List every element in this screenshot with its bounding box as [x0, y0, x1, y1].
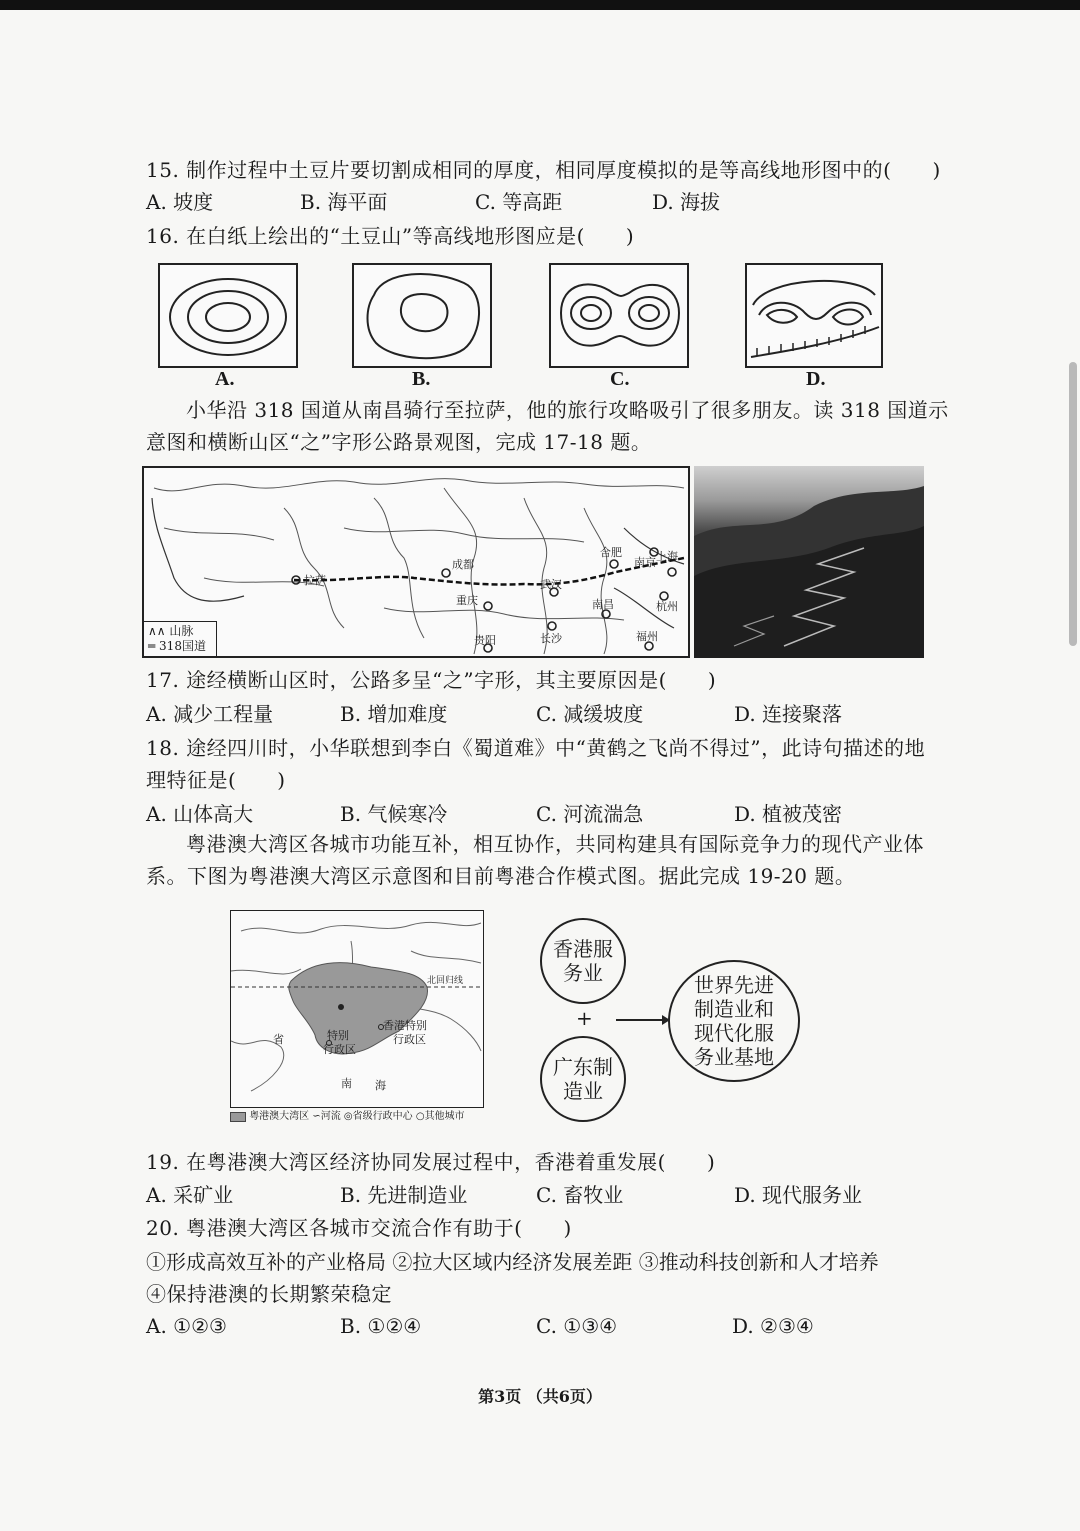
legend-capital: 省级行政中心 — [352, 1111, 413, 1122]
q18-option-a: A. 山体高大 — [146, 802, 254, 826]
q17-option-c: C. 减缓坡度 — [536, 702, 644, 726]
q18-option-d: D. 植被茂密 — [734, 802, 843, 826]
q20-option-c: C. ①③④ — [536, 1314, 618, 1338]
sea-label-2: 海 — [375, 1079, 386, 1092]
legend-gba-swatch — [230, 1112, 246, 1122]
q20-stem: 20. 粤港澳大湾区各城市交流合作有助于( ) — [146, 1216, 572, 1240]
route-318-map — [142, 466, 690, 658]
q17-stem: 17. 途经横断山区时，公路多呈“之”字形，其主要原因是( ) — [146, 668, 717, 692]
route-318-map-svg — [144, 468, 688, 656]
contour-c-svg — [551, 265, 687, 366]
q20-option-b: B. ①②④ — [340, 1314, 422, 1338]
plus-sign: + — [576, 1006, 593, 1030]
map318-legend — [144, 621, 217, 656]
gd-manufacturing-circle — [540, 1036, 626, 1122]
contour-map-d — [745, 263, 883, 368]
zigzag-road-photo — [694, 466, 924, 658]
city-lhasa: 拉萨 — [304, 574, 326, 587]
intro-17-18-line2: 意图和横断山区“之”字形公路景观图，完成 17-18 题。 — [146, 430, 652, 454]
zigzag-road-photo-svg — [694, 466, 924, 658]
q15-option-a: A. 坡度 — [146, 190, 214, 214]
contour-label-c: C. — [610, 368, 630, 390]
hk-label-1: 香港特别 — [383, 1019, 427, 1032]
sea-label-1: 南 — [341, 1077, 352, 1090]
legend-gba: 粤港澳大湾区 — [249, 1111, 310, 1122]
city-chengdu: 成都 — [452, 558, 474, 571]
contour-a-svg — [160, 265, 296, 366]
legend-mountain: ∧∧ 山脉 — [148, 624, 194, 638]
top-status-bar — [0, 0, 1080, 10]
contour-b-svg — [354, 265, 490, 366]
q15-option-b: B. 海平面 — [300, 190, 388, 214]
legend-city: 其他城市 — [424, 1111, 465, 1122]
q18-option-b: B. 气候寒冷 — [340, 802, 448, 826]
q19-stem: 19. 在粤港澳大湾区经济协同发展过程中，香港着重发展( ) — [146, 1150, 716, 1174]
q15-option-c: C. 等高距 — [475, 190, 563, 214]
scrollbar-thumb[interactable] — [1069, 362, 1077, 646]
q17-option-b: B. 增加难度 — [340, 702, 448, 726]
q18-option-c: C. 河流湍急 — [536, 802, 644, 826]
page-footer: 第3页 （共6页） — [478, 1387, 602, 1406]
intro-19-20-line1: 粤港澳大湾区各城市功能互补，相互协作，共同构建具有国际竞争力的现代产业体 — [186, 832, 924, 856]
q15-option-d: D. 海拔 — [652, 190, 721, 214]
city-changsha: 长沙 — [540, 632, 562, 645]
q16-stem: 16. 在白纸上绘出的“土豆山”等高线地形图应是( ) — [146, 224, 635, 248]
q15-stem: 15. 制作过程中土豆片要切割成相同的厚度，相同厚度模拟的是等高线地形图中的( ) — [146, 158, 941, 182]
city-guiyang: 贵阳 — [474, 634, 496, 647]
contour-map-b — [352, 263, 492, 368]
hk-service-circle — [540, 918, 626, 1004]
hk-label-2: 行政区 — [393, 1033, 426, 1046]
q18-stem-line2: 理特征是( ) — [146, 768, 286, 792]
hk-service-label: 香港服务业 — [553, 937, 613, 985]
contour-map-c — [549, 263, 689, 368]
city-chongqing: 重庆 — [456, 594, 478, 607]
contour-map-a — [158, 263, 298, 368]
q19-option-d: D. 现代服务业 — [734, 1183, 863, 1207]
city-nanjing: 南京 — [634, 556, 656, 569]
q17-option-d: D. 连接聚落 — [734, 702, 843, 726]
contour-label-b: B. — [412, 368, 431, 390]
q19-option-c: C. 畜牧业 — [536, 1183, 624, 1207]
province-label: 省 — [273, 1033, 284, 1046]
arrow-icon — [614, 1010, 670, 1030]
q20-option-d: D. ②③④ — [732, 1314, 814, 1338]
q17-option-a: A. 减少工程量 — [146, 702, 274, 726]
gba-map-svg — [231, 911, 482, 1106]
intro-19-20-line2: 系。下图为粤港澳大湾区示意图和目前粤港合作模式图。据此完成 19-20 题。 — [146, 864, 856, 888]
city-hangzhou: 杭州 — [656, 600, 678, 613]
city-hefei: 合肥 — [600, 546, 622, 559]
result-label: 世界先进制造业和现代化服务业基地 — [694, 973, 774, 1069]
result-circle — [668, 960, 800, 1082]
scrollbar[interactable] — [1066, 10, 1080, 1531]
city-wuhan: 武汉 — [540, 578, 562, 591]
city-shanghai: 上海 — [656, 550, 678, 563]
macao-label-1: 特别 — [327, 1029, 349, 1042]
gd-manufacturing-label: 广东制造业 — [553, 1055, 613, 1103]
contour-label-a: A. — [215, 368, 235, 390]
tropic-label: 北回归线 — [427, 976, 464, 986]
contour-d-svg — [747, 265, 881, 366]
q20-items-line1: ①形成高效互补的产业格局 ②拉大区域内经济发展差距 ③推动科技创新和人才培养 — [146, 1250, 879, 1274]
q20-option-a: A. ①②③ — [146, 1314, 227, 1338]
contour-label-d: D. — [806, 368, 826, 390]
city-nanchang: 南昌 — [592, 598, 614, 611]
gba-map — [230, 910, 484, 1108]
q19-option-b: B. 先进制造业 — [340, 1183, 468, 1207]
macao-label-2: 行政区 — [323, 1043, 356, 1056]
q18-stem-line1: 18. 途经四川时，小华联想到李白《蜀道难》中“黄鹤之飞尚不得过”，此诗句描述的地 — [146, 736, 926, 760]
city-fuzhou: 福州 — [636, 630, 658, 643]
q19-option-a: A. 采矿业 — [146, 1183, 234, 1207]
intro-17-18-line1: 小华沿 318 国道从南昌骑行至拉萨，他的旅行攻略吸引了很多朋友。读 318 国道示 — [186, 398, 949, 422]
legend-road: ═ 318国道 — [148, 639, 206, 653]
gba-legend: 粤港澳大湾区 ∽河流 ◎省级行政中心 ○其他城市 — [230, 1109, 465, 1124]
q20-items-line2: ④保持港澳的长期繁荣稳定 — [146, 1282, 392, 1306]
legend-river: 河流 — [320, 1111, 341, 1122]
